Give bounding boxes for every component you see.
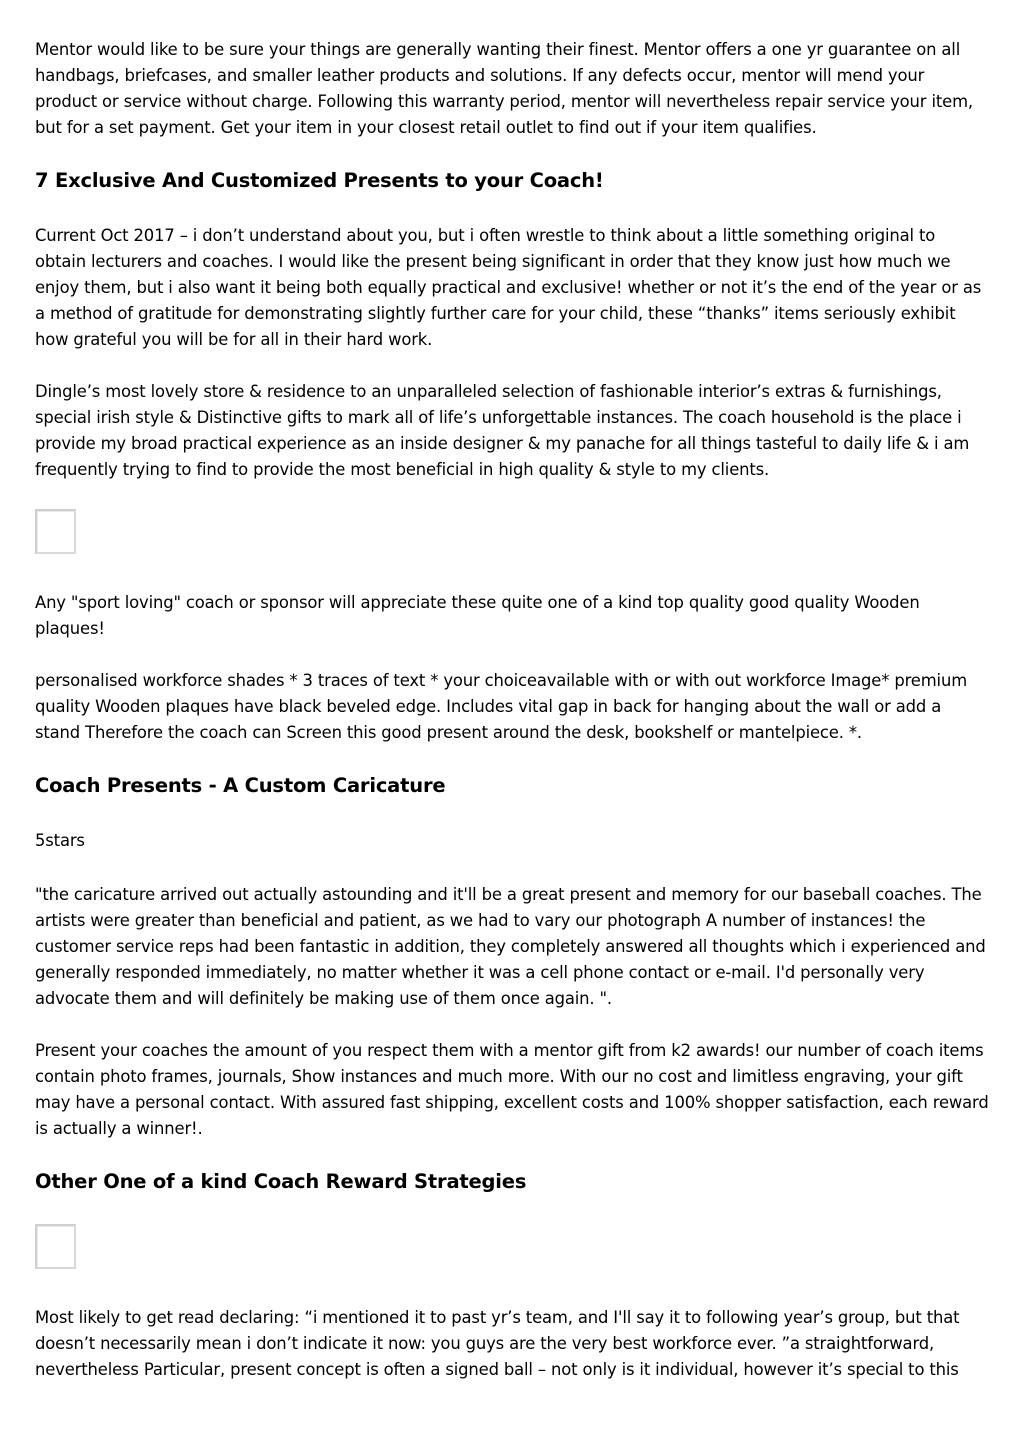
paragraph-wooden-plaques: Any "sport loving" coach or sponsor will appreciate these quite one of a kind top quality good quality Wooden plaques!: [35, 593, 920, 638]
heading-reward-strategies: Other One of a kind Coach Reward Strategies: [35, 1170, 527, 1193]
paragraph-caricature-review: "the caricature arrived out actually astounding and it'll be a great present and memory for our baseball coaches. The artists were greater than beneficial and patient, as we had to vary our photograph A number of instances! the customer service reps had been fantastic in addition, they completely answered all thoughts which i experienced and generally responded immediately, no matter whether it was a cell phone contact or e-mail. I'd personally very advocate them and will definitely be making use of them once again. ".: [35, 885, 986, 1008]
paragraph-k2-awards: Present your coaches the amount of you respect them with a mentor gift from k2 awards! our number of coach items contain photo frames, journals, Show instances and much more. With our no cost and limitless engraving, your gift may have a personal contact. With assured fast shipping, excellent costs and 100% shopper satisfaction, each reward is actually a winner!.: [35, 1041, 989, 1138]
rating-text: 5stars: [35, 831, 85, 850]
image-placeholder-1: [35, 509, 76, 554]
paragraph-signed-ball: Most likely to get read declaring: “i mentioned it to past yr’s team, and I'll say it to following year’s group, but that doesn’t necessarily mean i don’t indicate it now: you guys are the very best workforce ever. ”a straightforward, nevertheless Particular, present concept is often a signed ball – not only is it individual, however it’s special to this: [35, 1308, 960, 1379]
image-placeholder-2: [35, 1224, 76, 1269]
paragraph-personalised-shades: personalised workforce shades * 3 traces of text * your choiceavailable with or with out workforce Image* premium quality Wooden plaques have black beveled edge. Includes vital gap in back for hanging about the wall or add a stand Therefore the coach can Screen this good present around the desk, bookshelf or mantelpiece. *.: [35, 671, 968, 742]
paragraph-oct-2017: Current Oct 2017 – i don’t understand about you, but i often wrestle to think about a little something original to obtain lecturers and coaches. I would like the present being significant in order that they know just how much we enjoy them, but i also want it being both equally practical and exclusive! whether or not it’s the end of the year or as a method of gratitude for demonstrating slightly further care for your child, these “thanks” items seriously exhibit how grateful you will be for all in their hard work.: [35, 226, 982, 349]
heading-exclusive-presents: 7 Exclusive And Customized Presents to your Coach!: [35, 169, 604, 192]
paragraph-warranty: Mentor would like to be sure your things are generally wanting their finest. Mentor offers a one yr guarantee on all handbags, briefcases, and smaller leather products and solutions. If any defects occur, mentor will mend your product or service without charge. Following this warranty period, mentor will nevertheless repair service your item, but for a set payment. Get your item in your closest retail outlet to find out if your item qualifies.: [35, 40, 973, 137]
heading-custom-caricature: Coach Presents - A Custom Caricature: [35, 774, 446, 797]
paragraph-dingle-store: Dingle’s most lovely store & residence to an unparalleled selection of fashionable interior’s extras & furnishings, special irish style & Distinctive gifts to mark all of life’s unforgettable instances. The coach household is the place i provide my broad practical experience as an inside designer & my panache for all things tasteful to daily life & i am frequently trying to find to provide the most beneficial in high quality & style to my clients.: [35, 382, 970, 479]
article-body: [35, 37, 990, 1409]
